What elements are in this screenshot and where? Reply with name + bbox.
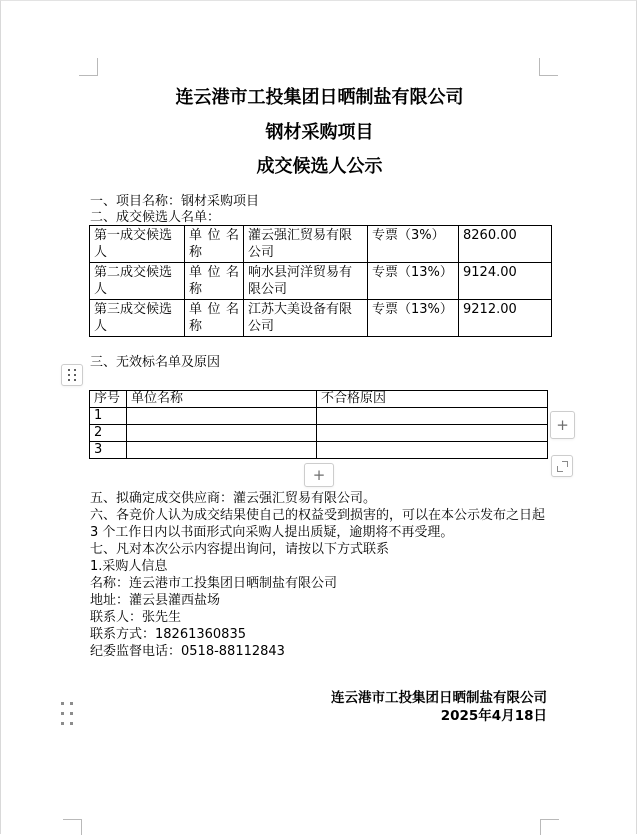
doc-title-company: 连云港市工投集团日晒制盐有限公司 xyxy=(175,87,464,108)
table-row xyxy=(90,226,552,263)
table-row xyxy=(90,408,548,425)
cell-invoice: 专票（13%） xyxy=(368,300,459,337)
cell-invoice: 专票（13%） xyxy=(368,263,459,300)
cell-company: 响水县河洋贸易有限公司 xyxy=(244,263,368,300)
section-project-name: 一、项目名称：钢材采购项目 xyxy=(90,194,260,209)
table-row xyxy=(90,300,552,337)
cell-rank: 第三成交候选人 xyxy=(90,300,185,337)
table-move-icon xyxy=(68,369,76,381)
cell-invoice: 专票（3%） xyxy=(368,226,459,263)
candidates-table xyxy=(89,225,552,337)
cell-rank: 第一成交候选人 xyxy=(90,226,185,263)
section-awarded-supplier: 五、拟确定成交供应商：灌云强汇贸易有限公司。 xyxy=(90,491,377,506)
cell-field-label: 单位名称 xyxy=(185,300,244,337)
cell-company: 江苏大美设备有限公司 xyxy=(244,300,368,337)
cell-no: 3 xyxy=(90,442,127,459)
cell-no: 2 xyxy=(90,425,127,442)
cell-amount: 9124.00 xyxy=(459,263,552,300)
header-no: 序号 xyxy=(90,391,127,408)
cell-amount: 8260.00 xyxy=(459,226,552,263)
add-column-button[interactable] xyxy=(550,411,575,439)
paragraph-drag-handle[interactable] xyxy=(61,702,74,726)
cell-reason[interactable] xyxy=(317,408,548,425)
table-row xyxy=(90,263,552,300)
cell-field-label: 单位名称 xyxy=(185,263,244,300)
table-row xyxy=(90,425,548,442)
section-objection-line1: 六、各竞价人认为成交结果使自己的权益受到损害的，可以在本公示发布之日起 xyxy=(90,508,546,523)
margin-corner-mark-bottom-right xyxy=(540,819,559,835)
cell-reason[interactable] xyxy=(317,425,548,442)
margin-corner-mark-top-left xyxy=(79,58,98,76)
table-resize-button[interactable] xyxy=(551,455,573,477)
cell-amount: 9212.00 xyxy=(459,300,552,337)
buyer-contact: 联系人：张先生 xyxy=(90,610,182,625)
section-candidates-heading: 二、成交候选人名单： xyxy=(90,210,221,225)
body-paragraphs xyxy=(90,490,545,660)
plus-icon: + xyxy=(556,415,569,434)
margin-corner-mark-bottom-left xyxy=(63,819,82,835)
cell-rank: 第二成交候选人 xyxy=(90,263,185,300)
signature-block xyxy=(89,689,547,725)
buyer-name: 名称：连云港市工投集团日晒制盐有限公司 xyxy=(90,576,338,591)
discipline-phone: 纪委监督电话：0518-88112843 xyxy=(90,644,285,659)
cell-no: 1 xyxy=(90,408,127,425)
plus-icon: + xyxy=(312,465,326,484)
add-row-button[interactable] xyxy=(304,463,334,487)
resize-icon xyxy=(557,461,568,472)
cell-company-name[interactable] xyxy=(127,408,317,425)
table-move-handle[interactable] xyxy=(61,364,83,386)
signature-company: 连云港市工投集团日晒制盐有限公司 xyxy=(331,690,547,706)
section-contact-heading: 七、凡对本次公示内容提出询问，请按以下方式联系 xyxy=(90,542,390,557)
buyer-info-heading: 1.采购人信息 xyxy=(90,559,168,574)
cell-company-name[interactable] xyxy=(127,442,317,459)
invalid-bids-table xyxy=(89,390,548,459)
cell-company-name[interactable] xyxy=(127,425,317,442)
section-invalid-bids-heading: 三、无效标名单及原因 xyxy=(90,355,221,370)
signature-date: 2025年4月18日 xyxy=(440,708,547,724)
header-reason: 不合格原因 xyxy=(317,391,548,408)
cell-company: 灌云强汇贸易有限公司 xyxy=(244,226,368,263)
doc-title-notice: 成交候选人公示 xyxy=(256,156,383,177)
cell-field-label: 单位名称 xyxy=(185,226,244,263)
cell-reason[interactable] xyxy=(317,442,548,459)
buyer-phone: 联系方式：18261360835 xyxy=(90,627,246,642)
header-company-name: 单位名称 xyxy=(127,391,317,408)
doc-title-project: 钢材采购项目 xyxy=(265,122,374,143)
table-row xyxy=(90,442,548,459)
section-objection-line2: 3 个工作日内以书面形式向采购人提出质疑，逾期将不再受理。 xyxy=(90,525,454,540)
drag-dots-icon xyxy=(61,702,64,705)
table-header-row xyxy=(90,391,548,408)
buyer-address: 地址：灌云县灌西盐场 xyxy=(90,593,221,608)
margin-corner-mark-top-right xyxy=(539,58,558,76)
